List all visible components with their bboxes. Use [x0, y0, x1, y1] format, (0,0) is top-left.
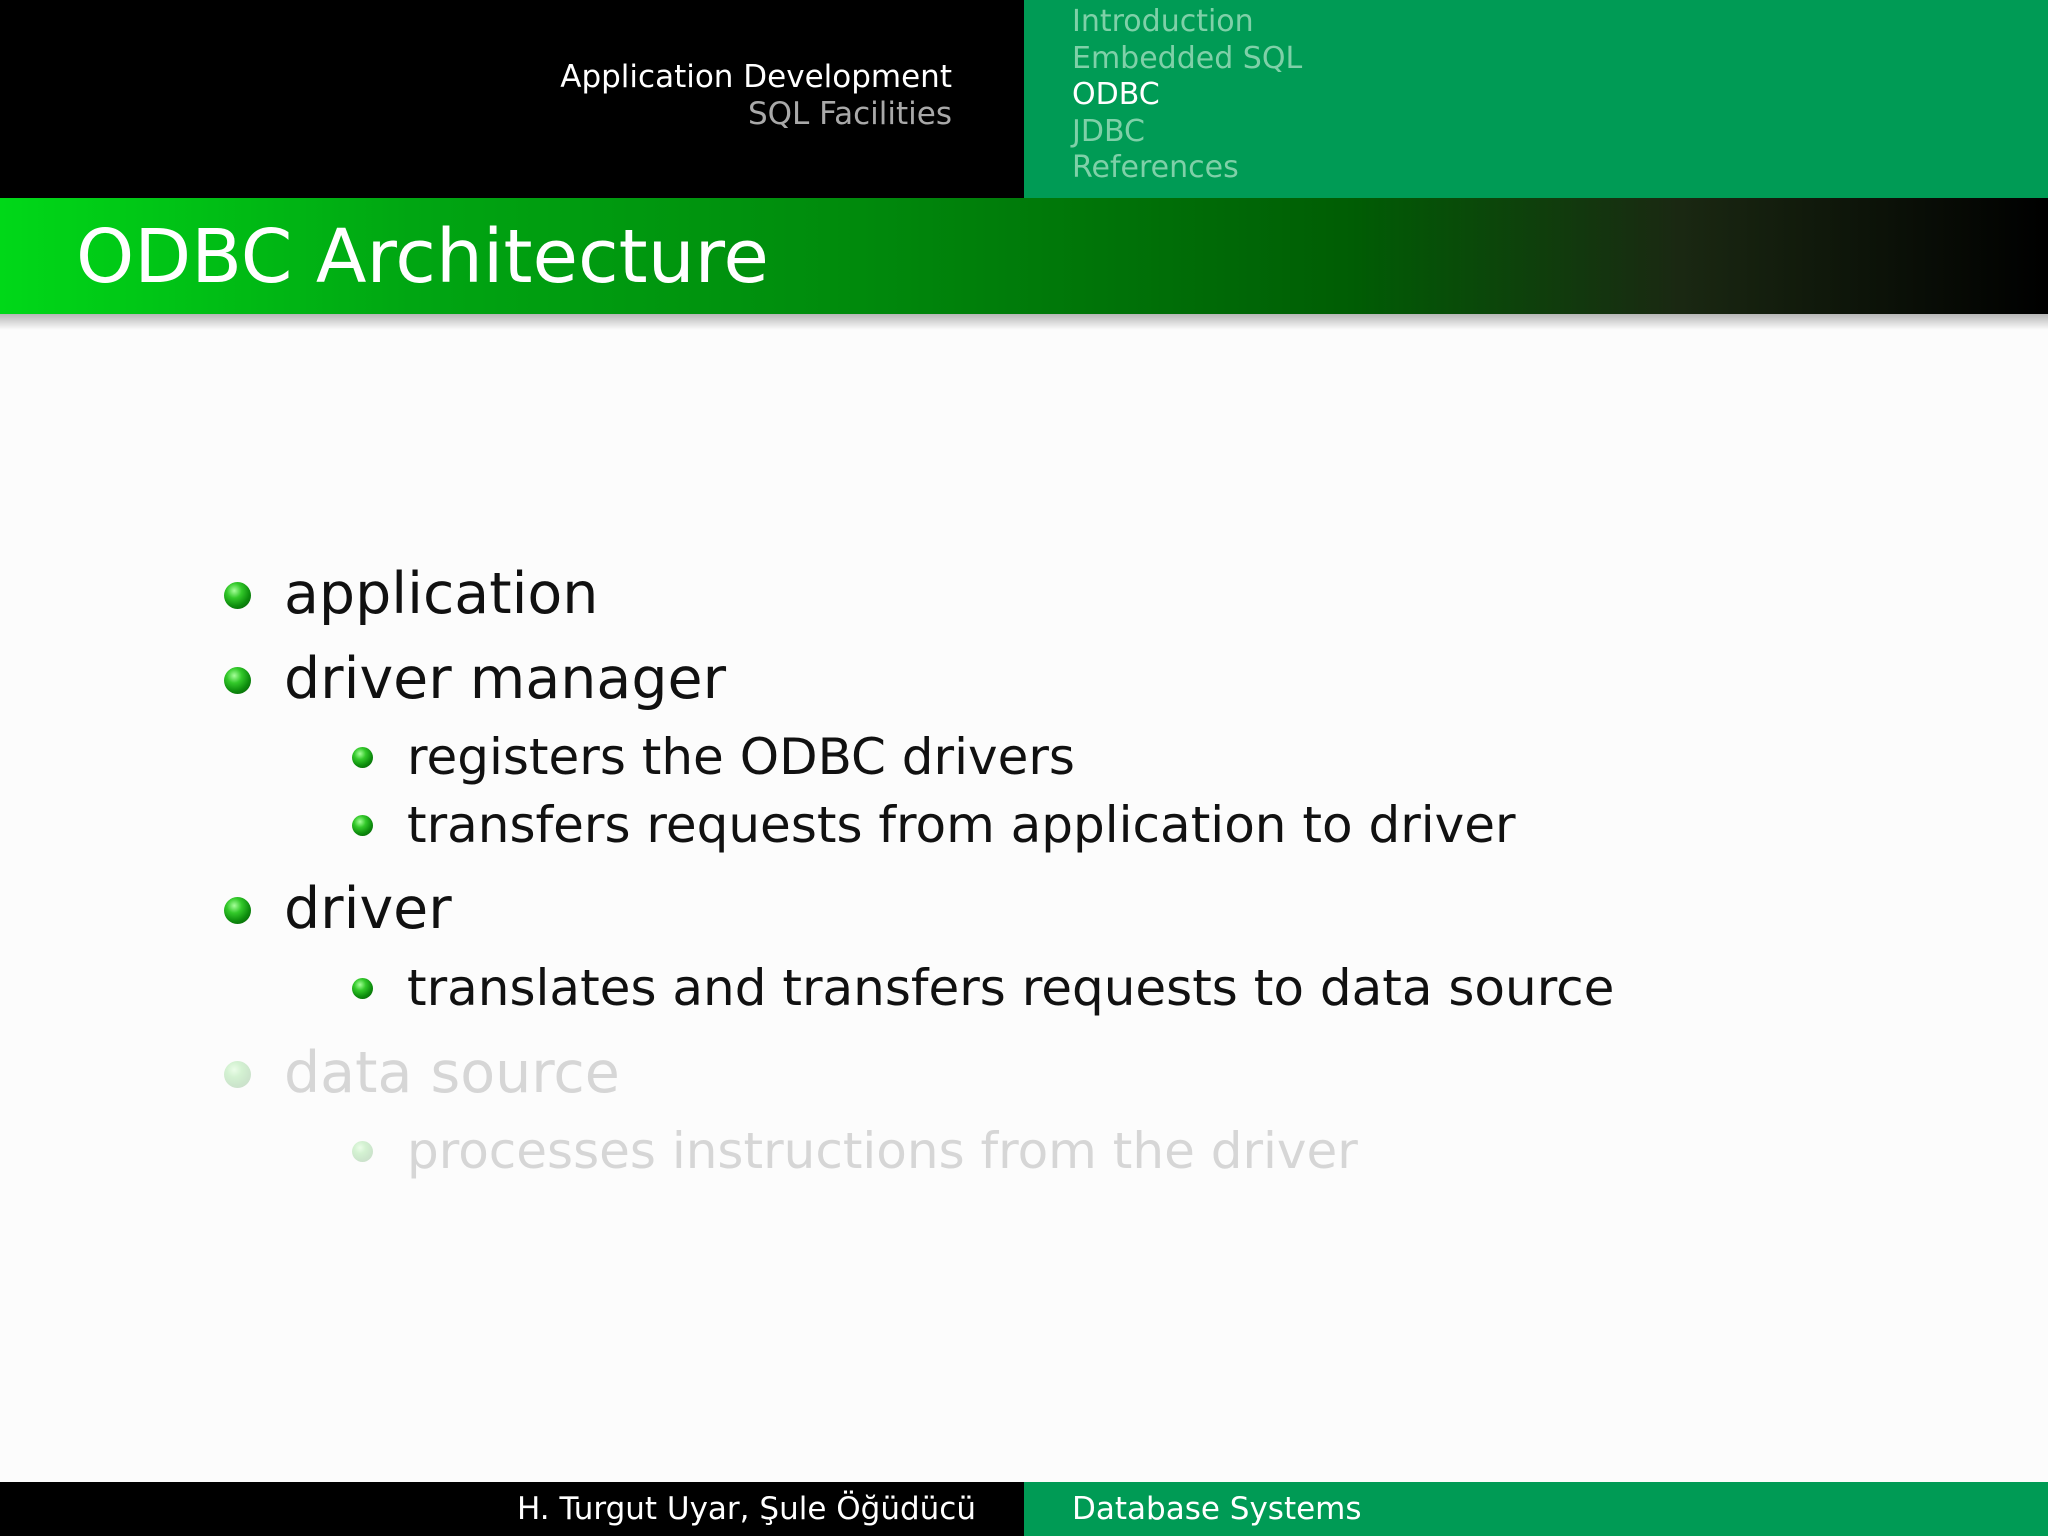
bullet-ball-icon [224, 667, 251, 694]
footer-author-panel [0, 1482, 1024, 1536]
bullet-text: driver manager [284, 646, 727, 712]
subsection-title[interactable]: SQL Facilities [747, 96, 952, 132]
section-nav [1072, 4, 1302, 187]
header-section-panel [0, 0, 1024, 198]
sub-bullet-text: transfers requests from application to driver [407, 796, 1516, 854]
sub-bullet-ball-icon [352, 978, 373, 999]
footer-title[interactable]: Database Systems [1072, 1491, 1362, 1527]
sub-bullet-text: translates and transfers requests to data source [407, 959, 1615, 1017]
footer-authors[interactable]: H. Turgut Uyar, Şule Öğüdücü [517, 1491, 976, 1527]
sub-bullet-text: registers the ODBC drivers [407, 728, 1075, 786]
sub-bullet-ball-icon [352, 815, 373, 836]
nav-item-odbc[interactable]: ODBC [1072, 77, 1160, 112]
nav-item-embedded-sql[interactable]: Embedded SQL [1072, 40, 1303, 76]
sub-bullet-text: processes instructions from the driver [407, 1122, 1358, 1180]
nav-item-introduction[interactable]: Introduction [1072, 4, 1254, 39]
bullet-text: driver [284, 876, 452, 942]
title-bar-shadow [0, 314, 2048, 330]
sub-bullet-ball-icon [352, 1141, 373, 1162]
sub-bullet-ball-icon [352, 747, 373, 768]
footer-title-panel [1024, 1482, 2048, 1536]
nav-item-references[interactable]: References [1072, 150, 1239, 185]
bullet-ball-icon [224, 897, 251, 924]
header-nav-panel [1024, 0, 2048, 198]
frame-title: ODBC Architecture [76, 214, 769, 300]
nav-item-jdbc[interactable]: JDBC [1072, 113, 1145, 149]
bullet-text: data source [284, 1040, 620, 1106]
bullet-text: application [284, 561, 599, 627]
bullet-ball-icon [224, 582, 251, 609]
section-title[interactable]: Application Development [560, 59, 952, 95]
bullet-ball-icon [224, 1061, 251, 1088]
